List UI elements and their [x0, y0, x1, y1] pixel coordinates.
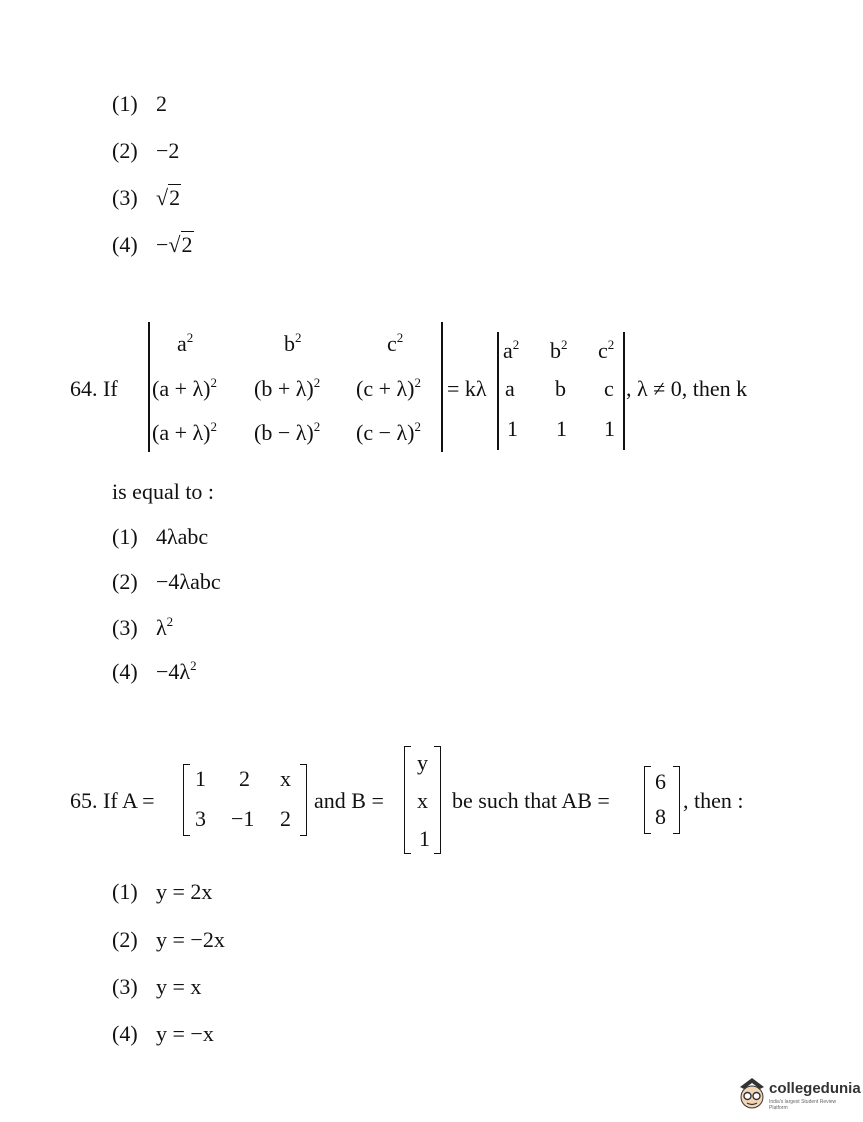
det1-r3c3: $(c - \lambda)^2$	[356, 419, 421, 445]
matrix-ab-right-bracket	[673, 766, 680, 834]
q65-label: 65. If A =	[70, 788, 155, 813]
matrix-b-left-bracket	[404, 746, 411, 854]
matrix-b-r3: 1	[419, 826, 430, 851]
det2-r1c3: $c^2$	[598, 337, 615, 363]
matrix-a-right-bracket	[300, 764, 307, 836]
det1-r1c3: $c^2$	[387, 330, 404, 356]
q65-option-2: (2) y = −2x	[112, 927, 225, 952]
mascot-icon	[736, 1075, 768, 1115]
q64-option-1: (1) 4λabc	[112, 524, 209, 549]
sqrt-symbol: √2	[168, 232, 193, 257]
matrix-a-left-bracket	[183, 764, 190, 836]
matrix-a-r2c1: 3	[195, 806, 206, 831]
q65-such-that: be such that AB =	[452, 788, 610, 813]
q63-option-1: (1) 2	[112, 91, 167, 116]
matrix-b-r2: x	[417, 788, 428, 813]
matrix-ab-r1: 6	[655, 769, 666, 794]
q64-continuation: is equal to :	[112, 479, 215, 504]
matrix-b-r1: y	[417, 750, 428, 775]
q63-option-4: (4) −√2	[112, 232, 193, 257]
det1-r2c1: $(a + \lambda)^2$	[152, 375, 217, 401]
q64-option-2: (2) −4λabc	[112, 569, 221, 594]
q65-then: , then :	[683, 788, 744, 813]
det2-r3c3: 1	[604, 416, 615, 441]
det1-r2c3: $(c + \lambda)^2$	[356, 375, 421, 401]
matrix-ab-left-bracket	[644, 766, 651, 834]
q64-option-4: $(4) -4\lambda^2$	[112, 658, 197, 684]
det1-right-bar	[441, 322, 443, 452]
collegedunia-logo	[736, 1075, 861, 1115]
matrix-a-r1c2: 2	[239, 766, 250, 791]
sqrt-symbol: √2	[156, 185, 181, 210]
det2-r2c2: b	[555, 376, 566, 401]
matrix-b-right-bracket	[434, 746, 441, 854]
logo-wordmark: collegedunia	[769, 1080, 861, 1097]
det2-r3c1: 1	[507, 416, 518, 441]
det2-r2c1: a	[505, 376, 515, 401]
det2-r1c1: $a^2$	[503, 337, 520, 363]
q65-option-3: (3) y = x	[112, 974, 202, 999]
q65-option-4: (4) y = −x	[112, 1021, 214, 1046]
det2-right-bar	[623, 332, 625, 450]
det2-r1c2: $b^2$	[550, 337, 568, 363]
q65-and-b: and B =	[314, 788, 384, 813]
det2-left-bar	[497, 332, 499, 450]
logo-tagline: India's largest Student Review Platform	[769, 1099, 837, 1111]
matrix-a-r2c3: 2	[280, 806, 291, 831]
matrix-a-r1c1: 1	[195, 766, 206, 791]
q64-label: 64. If	[70, 376, 118, 401]
q63-option-2: (2) −2	[112, 138, 180, 163]
det2-r3c2: 1	[556, 416, 567, 441]
det1-left-bar	[148, 322, 150, 452]
det1-r2c2: $(b + \lambda)^2$	[254, 375, 321, 401]
matrix-a-r1c3: x	[280, 766, 291, 791]
matrix-a-r2c2: −1	[231, 806, 255, 831]
det1-r3c2: $(b - \lambda)^2$	[254, 419, 321, 445]
q65-option-1: (1) y = 2x	[112, 879, 213, 904]
det2-r2c3: c	[604, 376, 614, 401]
det1-r1c2: $b^2$	[284, 330, 302, 356]
det1-r3c1: $(a + \lambda)^2$	[152, 419, 217, 445]
q64-equals-k-lambda: = kλ	[447, 376, 487, 401]
matrix-ab-r2: 8	[655, 804, 666, 829]
q63-option-3: (3) √2	[112, 185, 181, 210]
det1-r1c1: $a^2$	[177, 330, 194, 356]
q64-tail: , λ ≠ 0, then k	[626, 376, 748, 401]
q64-option-3: (3) $\lambda^2$	[112, 614, 174, 640]
